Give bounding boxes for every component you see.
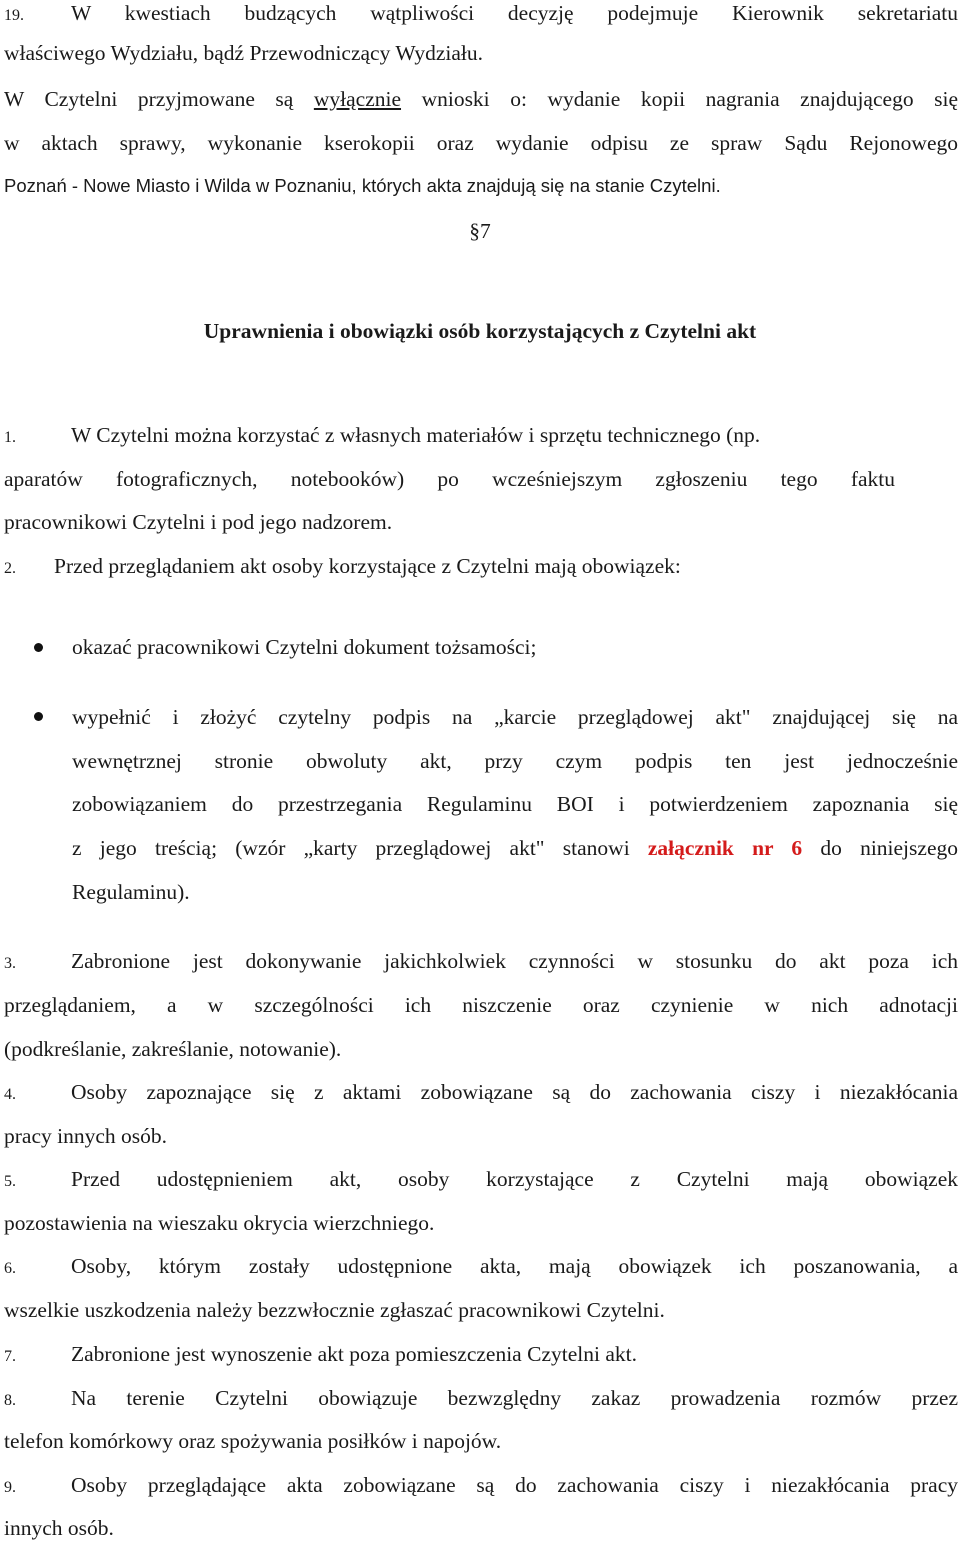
item-19-number: 19.: [4, 7, 24, 24]
item-5-text: Przed udostępnieniem akt, osoby korzystające z Czytelni mają obowiązek: [71, 1167, 958, 1191]
item-3-text: Zabronione jest dokonywanie jakichkolwiek czynności w stosunku do akt poza ich: [71, 949, 958, 973]
item-4-line-1: [4, 1077, 958, 1110]
item-3-number: 3.: [4, 955, 16, 972]
section-number: §7: [469, 219, 491, 243]
item-1-line-1: [4, 420, 960, 453]
czytelnia-text-pre: W Czytelni przyjmowane są: [4, 87, 314, 111]
item-4-line-2: pracy innych osób.: [4, 1124, 168, 1148]
bullet-dot-2: [34, 712, 43, 721]
item-9-text: Osoby przeglądające akta zobowiązane są do zachowania ciszy i niezakłócania pracy: [71, 1473, 958, 1497]
bullet-2-line-4-pre: z jego treścią; (wzór „karty przeglądowej akt" stanowi: [72, 836, 648, 860]
item-9-line-1: [4, 1470, 958, 1503]
item-1-text: W Czytelni można korzystać z własnych materiałów i sprzętu technicznego (np.: [71, 423, 761, 447]
item-1-number: 1.: [4, 429, 16, 446]
item-6-line-1: [4, 1251, 958, 1284]
item-6-number: 6.: [4, 1260, 16, 1277]
item-2-number: 2.: [4, 560, 16, 577]
czytelnia-paragraph-line-1: [4, 84, 958, 114]
item-6-line-2: wszelkie uszkodzenia należy bezzwłocznie zgłaszać pracownikowi Czytelni.: [4, 1298, 665, 1322]
attachment-reference: załącznik nr 6: [647, 836, 803, 860]
item-19-text: W kwestiach budzących wątpliwości decyzję podejmuje Kierownik sekretariatu: [71, 1, 958, 25]
section-title: Uprawnienia i obowiązki osób korzystających z Czytelni akt: [203, 319, 757, 343]
item-8-text: Na terenie Czytelni obowiązuje bezwzględny zakaz prowadzenia rozmów przez: [71, 1386, 958, 1410]
item-4-text: Osoby zapoznające się z aktami zobowiązane są do zachowania ciszy i niezakłócania: [71, 1080, 958, 1104]
item-5-number: 5.: [4, 1173, 16, 1190]
item-7-text: Zabronione jest wynoszenie akt poza pomieszczenia Czytelni akt.: [71, 1342, 637, 1366]
bullet-2-line-3: zobowiązaniem do przestrzegania Regulaminu BOI i potwierdzeniem zapoznania się: [72, 792, 958, 816]
item-8-number: 8.: [4, 1392, 16, 1409]
item-9-line-2: innych osób.: [4, 1516, 114, 1540]
item-3-line-3: (podkreślanie, zakreślanie, notowanie).: [4, 1037, 342, 1061]
item-6-text: Osoby, którym zostały udostępnione akta, mają obowiązek ich poszanowania, a: [71, 1254, 958, 1278]
bullet-2-line-4-post: do niniejszego: [802, 836, 958, 860]
item-19-line-1: [4, 0, 958, 31]
bullet-1-text: okazać pracownikowi Czytelni dokument tożsamości;: [72, 635, 537, 659]
bullet-2-line-2: wewnętrznej stronie obwoluty akt, przy czym podpis ten jest jednocześnie: [72, 749, 958, 773]
bullet-2-line-4: [72, 833, 958, 863]
item-7-line-1: [4, 1339, 960, 1372]
item-3-line-1: [4, 946, 958, 979]
item-2-line-1: [4, 551, 960, 584]
czytelnia-paragraph-line-2: w aktach sprawy, wykonanie kserokopii oraz wydanie odpisu ze spraw Sądu Rejonowego: [4, 131, 958, 155]
item-3-line-2: przeglądaniem, a w szczególności ich niszczenie oraz czynienie w nich adnotacji: [4, 993, 958, 1017]
item-5-line-1: [4, 1164, 958, 1197]
item-1-line-2: aparatów fotograficznych, notebooków) po wcześniejszym zgłoszeniu tego faktu: [4, 467, 895, 491]
item-9-number: 9.: [4, 1479, 16, 1496]
item-4-number: 4.: [4, 1086, 16, 1103]
item-2-text: Przed przeglądaniem akt osoby korzystające z Czytelni mają obowiązek:: [54, 554, 681, 578]
item-5-line-2: pozostawienia na wieszaku okrycia wierzchniego.: [4, 1211, 435, 1235]
underlined-word: wyłącznie: [313, 87, 402, 111]
bullet-2-line-5: Regulaminu).: [72, 880, 190, 904]
item-8-line-1: [4, 1383, 958, 1416]
item-7-number: 7.: [4, 1348, 16, 1365]
czytelnia-paragraph-line-3: Poznań - Nowe Miasto i Wilda w Poznaniu, których akta znajdują się na stanie Czytelni.: [4, 175, 721, 196]
bullet-dot-1: [34, 643, 43, 652]
czytelnia-text-post: wnioski o: wydanie kopii nagrania znajdującego się: [401, 87, 958, 111]
bullet-2-line-1: wypełnić i złożyć czytelny podpis na „karcie przeglądowej akt" znajdującej się na: [72, 705, 958, 729]
item-1-line-3: pracownikowi Czytelni i pod jego nadzorem.: [4, 510, 393, 534]
item-8-line-2: telefon komórkowy oraz spożywania posiłków i napojów.: [4, 1429, 502, 1453]
item-19-line-2: właściwego Wydziału, bądź Przewodniczący Wydziału.: [4, 41, 483, 65]
